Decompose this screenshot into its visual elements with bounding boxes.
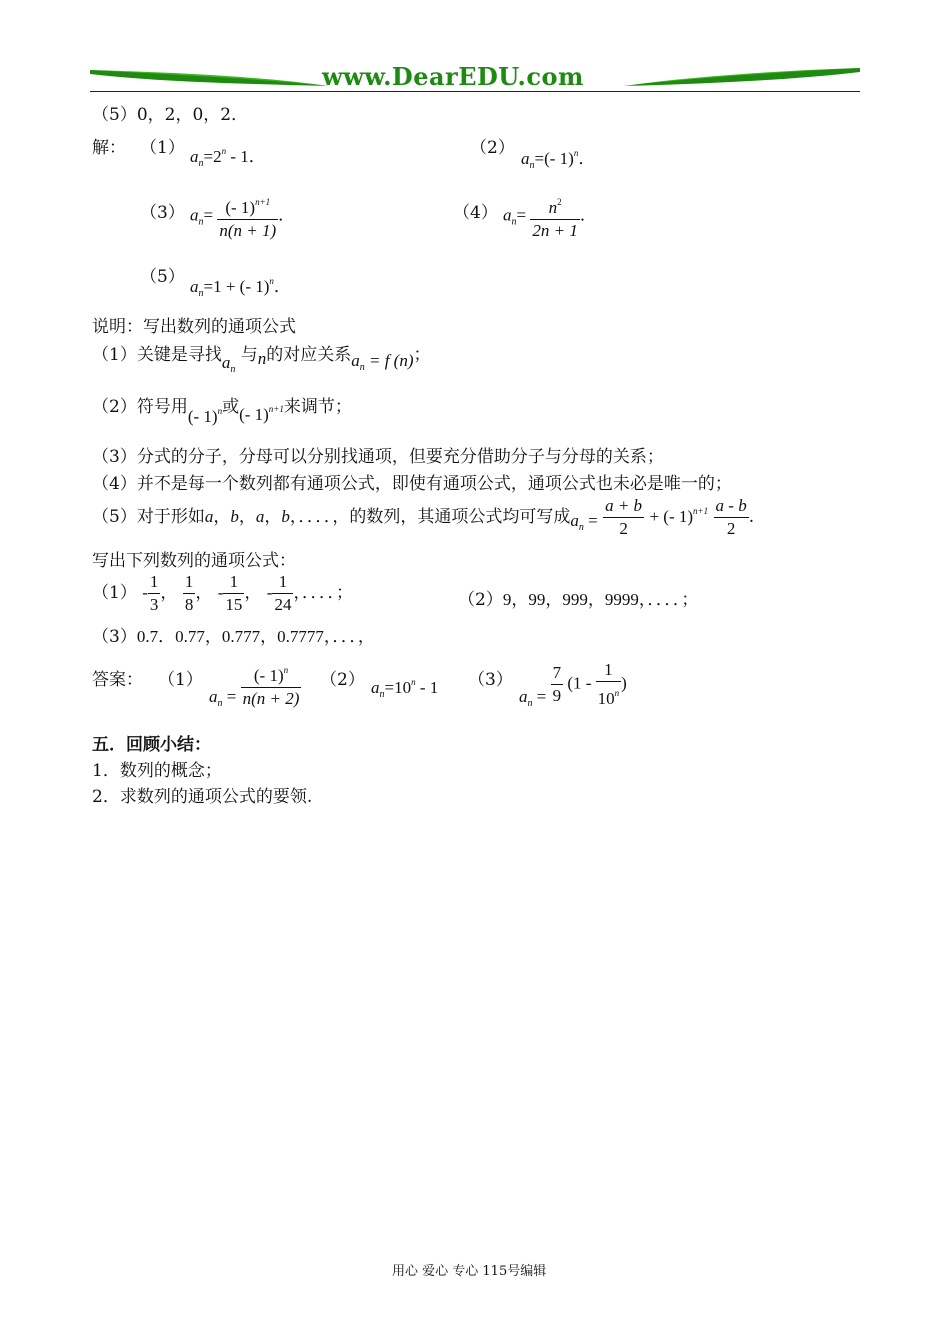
answer-3-fraction-7-9: $\frac{7}{9}$	[552, 663, 562, 705]
answer-2-formula: $a_n=10^n - 1$	[371, 677, 439, 700]
page-header	[90, 60, 860, 94]
answer-1-formula: $a_n$ = $\frac{(- 1)^n}{n(n + 2)}$	[209, 660, 301, 709]
fraction-term: $\frac{1}{8}$	[184, 572, 194, 614]
fraction-3: $\frac{(- 1)^{n+1}}{n(n + 1)}$	[217, 192, 278, 241]
fraction-term: $\frac{1}{24}$	[274, 572, 292, 614]
summary-item-2: 2．求数列的通项公式的要领.	[92, 787, 313, 807]
solution-item-3: （3）	[140, 203, 185, 223]
solution-formula-4: $a_n=$ $\frac{n^2}{2n + 1}$ ．	[503, 192, 597, 241]
fraction-a-plus-b: $\frac{a + b}{2}$	[605, 496, 643, 538]
solution-formula-5: $a_n=1$ + (- 1)$^n$．	[190, 276, 291, 299]
explanation-point-2: （2）符号用(- 1)$^n$或(- 1)$^{n+1}$来调节；	[92, 397, 352, 426]
answer-2-num: （2）	[320, 670, 365, 690]
solution-item-5: （5）	[140, 267, 185, 287]
answer-1-fraction: $\frac{(- 1)^n}{n(n + 2)}$	[241, 660, 302, 709]
explanation-point-1: （1）关键是寻找$a_n$ 与n的对应关系$a_n = f$ (n)；	[92, 345, 431, 375]
answer-3-fraction-1-10n: $\frac{1}{10^n}$	[597, 660, 620, 708]
solution-item-4: （4）	[453, 203, 498, 223]
explanation-point-4: （4）并不是每一个数列都有通项公式，即使有通项公式，通项公式也未必是唯一的；	[92, 474, 732, 494]
exercise-q2: （2）9，99，999，9999，．．．．；	[458, 590, 699, 610]
fraction-term: $\frac{1}{3}$	[149, 572, 159, 614]
solution-item-2: （2）	[470, 138, 515, 158]
answer-3-formula: $a_n$ = $\frac{7}{9}$ (1 - $\frac{1}{10^n}$ )	[519, 660, 627, 710]
answer-label: 答案：	[92, 670, 143, 690]
exercise-title: 写出下列数列的通项公式：	[92, 551, 296, 571]
solution-formula-1: $a_n=2^n - 1$．	[190, 146, 266, 169]
exercise-q3: （3）0.7．0.77，0.777，0.7777，．．．，	[92, 627, 375, 647]
intro-item-5: （5）0，2，0，2．	[92, 105, 249, 125]
explanation-point-5: （5）对于形如a，b，a，b，．．．．，的数列，其通项公式均可写成$a_n$ = $\frac{a + b}{2}$ + (- 1)$^{n+1}$ $\frac{a - b}{2}$ .	[92, 496, 755, 538]
solution-formula-2: $a_n=(-$ 1)$^n$．	[521, 148, 596, 171]
fraction-a-minus-b: $\frac{a - b}{2}$	[715, 496, 747, 538]
answer-3-num: （3）	[468, 670, 513, 690]
green-swoosh-right	[622, 62, 862, 92]
green-swoosh-left	[90, 62, 330, 92]
summary-title: 五．回顾小结：	[92, 735, 211, 755]
exercise-q1: （1） - $\frac{1}{3}$ ， $\frac{1}{8}$ ， - $\frac{1}{15}$ ， - $\frac{1}{24}$ ，．．．．；	[92, 572, 353, 614]
page-footer: 用心 爱心 专心 115号编辑	[392, 1264, 547, 1279]
summary-item-1: 1．数列的概念；	[92, 761, 222, 781]
answer-1-num: （1）	[158, 670, 203, 690]
fraction-4: $\frac{n^2}{2n + 1}$	[530, 192, 579, 241]
explanation-point-3: （3）分式的分子，分母可以分别找通项，但要充分借助分子与分母的关系；	[92, 447, 664, 467]
fraction-term: $\frac{1}{15}$	[225, 572, 243, 614]
site-logo-text[interactable]: www.DearEDU.com	[322, 62, 584, 91]
solution-item-1: （1）	[140, 138, 185, 158]
explanation-title: 说明：写出数列的通项公式	[92, 317, 296, 337]
solution-formula-3: $a_n=$ $\frac{(- 1)^{n+1}}{n(n + 1)}$ ．	[190, 192, 295, 241]
header-rule	[90, 91, 860, 92]
solution-label: 解：	[92, 138, 126, 158]
